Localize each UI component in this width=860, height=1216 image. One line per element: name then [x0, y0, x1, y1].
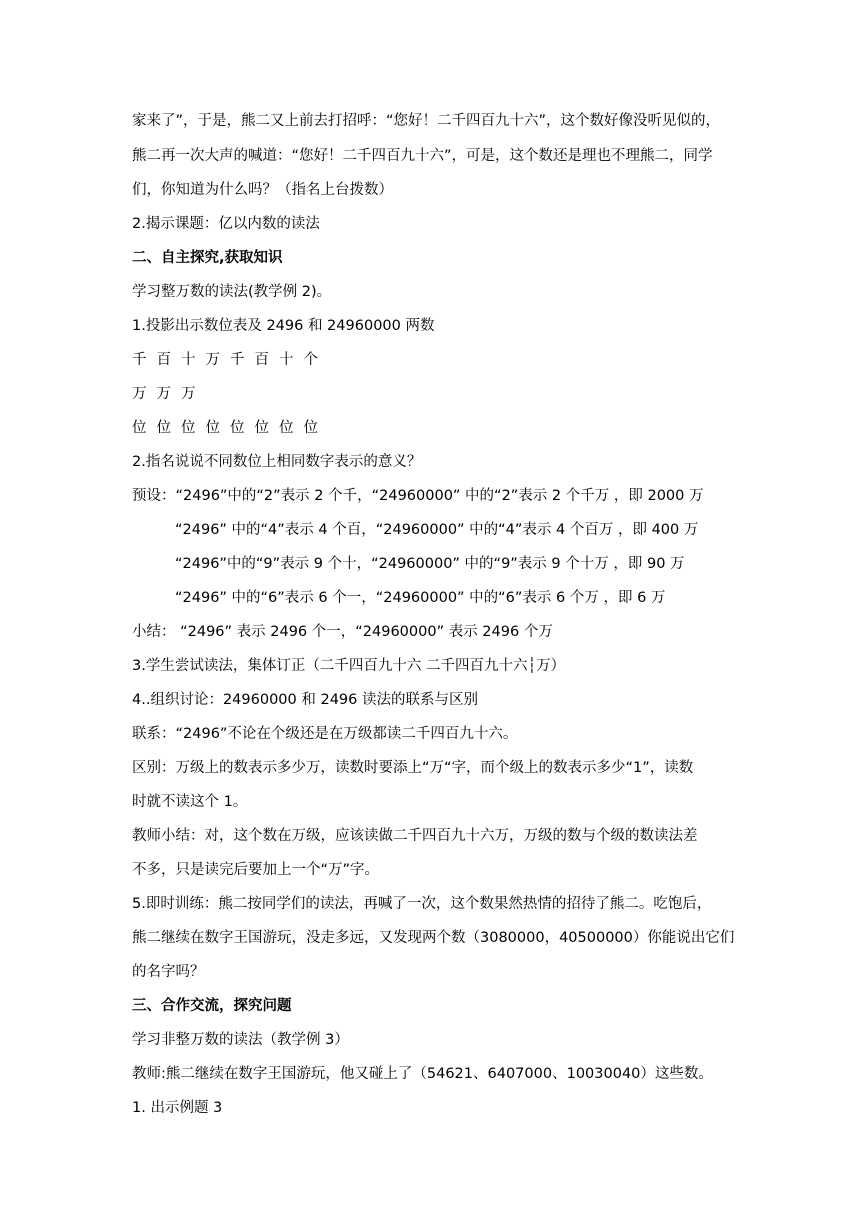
place-value-row-2 [132, 384, 206, 404]
paragraph-line: 联系：“2496”不论在个级还是在万级都读二千四百九十六。 [132, 726, 518, 742]
place-cell: 百 [254, 352, 269, 368]
paragraph-line: 5.即时训练：熊二按同学们的读法，再喊了一次，这个数果然热情的招待了熊二。吃饱后， [132, 896, 712, 912]
paragraph-line: 家来了”，于是，熊二又上前去打招呼：“您好！二千四百九十六”，这个数好像没听见似的， [132, 113, 721, 129]
paragraph-line: 1.投影出示数位表及 2496 和 24960000 两数 [132, 318, 435, 334]
preset-line: “2496”中的“9”表示 9 个十，“24960000” 中的“9”表示 9 个十万 ，即 90 万 [175, 556, 685, 572]
paragraph-line: 不多，只是读完后要加上一个“万”字。 [132, 862, 380, 878]
place-cell: 位 [230, 420, 245, 436]
place-cell: 万 [156, 386, 171, 402]
section-heading: 二、自主探究,获取知识 [132, 250, 283, 266]
place-cell: 十 [279, 352, 294, 368]
paragraph-line: 教师小结：对，这个数在万级，应该读做二千四百九十六万，万级的数与个级的数读法差 [132, 828, 698, 844]
place-value-row-3 [132, 418, 328, 438]
place-cell: 十 [181, 352, 196, 368]
place-cell: 位 [205, 420, 220, 436]
place-cell: 位 [181, 420, 196, 436]
place-cell: 千 [230, 352, 245, 368]
section-heading: 三、合作交流，探究问题 [132, 998, 292, 1014]
paragraph-line: 2.指名说说不同数位上相同数字表示的意义？ [132, 454, 422, 470]
place-cell: 万 [181, 386, 196, 402]
place-cell: 位 [303, 420, 318, 436]
paragraph-line: 熊二再一次大声的喊道：“您好！二千四百九十六”，可是，这个数还是理也不理熊二，同学 [132, 148, 713, 164]
place-cell: 位 [254, 420, 269, 436]
preset-line: “2496” 中的“6”表示 6 个一，“24960000” 中的“6”表示 6 个万 ，即 6 万 [175, 590, 666, 606]
paragraph-line: 2.揭示课题：亿以内数的读法 [132, 216, 320, 232]
paragraph-line: 1. 出示例题 3 [132, 1100, 223, 1116]
paragraph-line: 熊二继续在数字王国游玩，没走多远，又发现两个数（3080000，40500000）你能说出它们 [132, 930, 735, 946]
place-cell: 位 [156, 420, 171, 436]
place-cell: 百 [156, 352, 171, 368]
place-value-row-1 [132, 350, 328, 370]
paragraph-line: 时就不读这个 1。 [132, 794, 248, 810]
paragraph-line: 教师:熊二继续在数字王国游玩，他又碰上了（54621、6407000、10030040）这些数。 [132, 1066, 713, 1082]
preset-line: “2496” 中的“4”表示 4 个百，“24960000” 中的“4”表示 4 个百万 ，即 400 万 [175, 522, 699, 538]
paragraph-line: 的名字吗？ [132, 964, 205, 980]
place-cell: 千 [132, 352, 147, 368]
paragraph-line: 们，你知道为什么吗？（指名上台拨数） [132, 182, 393, 198]
place-cell: 位 [279, 420, 294, 436]
place-cell: 个 [303, 352, 318, 368]
place-cell: 位 [132, 420, 147, 436]
paragraph-line: 3.学生尝试读法，集体订正（二千四百九十六 二千四百九十六┆万） [132, 658, 566, 674]
paragraph-line: 区别：万级上的数表示多少万，读数时要添上“万“字，而个级上的数表示多少“1”，读数 [132, 760, 694, 776]
summary-line: 小结： “2496” 表示 2496 个一，“24960000” 表示 2496 个万 [132, 624, 553, 640]
place-cell: 万 [205, 352, 220, 368]
paragraph-line: 4..组织讨论：24960000 和 2496 读法的联系与区别 [132, 692, 478, 708]
paragraph-line: 学习非整万数的读法（教学例 3） [132, 1032, 349, 1048]
paragraph-line: 学习整万数的读法(教学例 2)。 [132, 284, 332, 300]
preset-line: 预设：“2496”中的“2”表示 2 个千，“24960000” 中的“2”表示 2 个千万 ，即 2000 万 [132, 488, 704, 504]
place-cell: 万 [132, 386, 147, 402]
